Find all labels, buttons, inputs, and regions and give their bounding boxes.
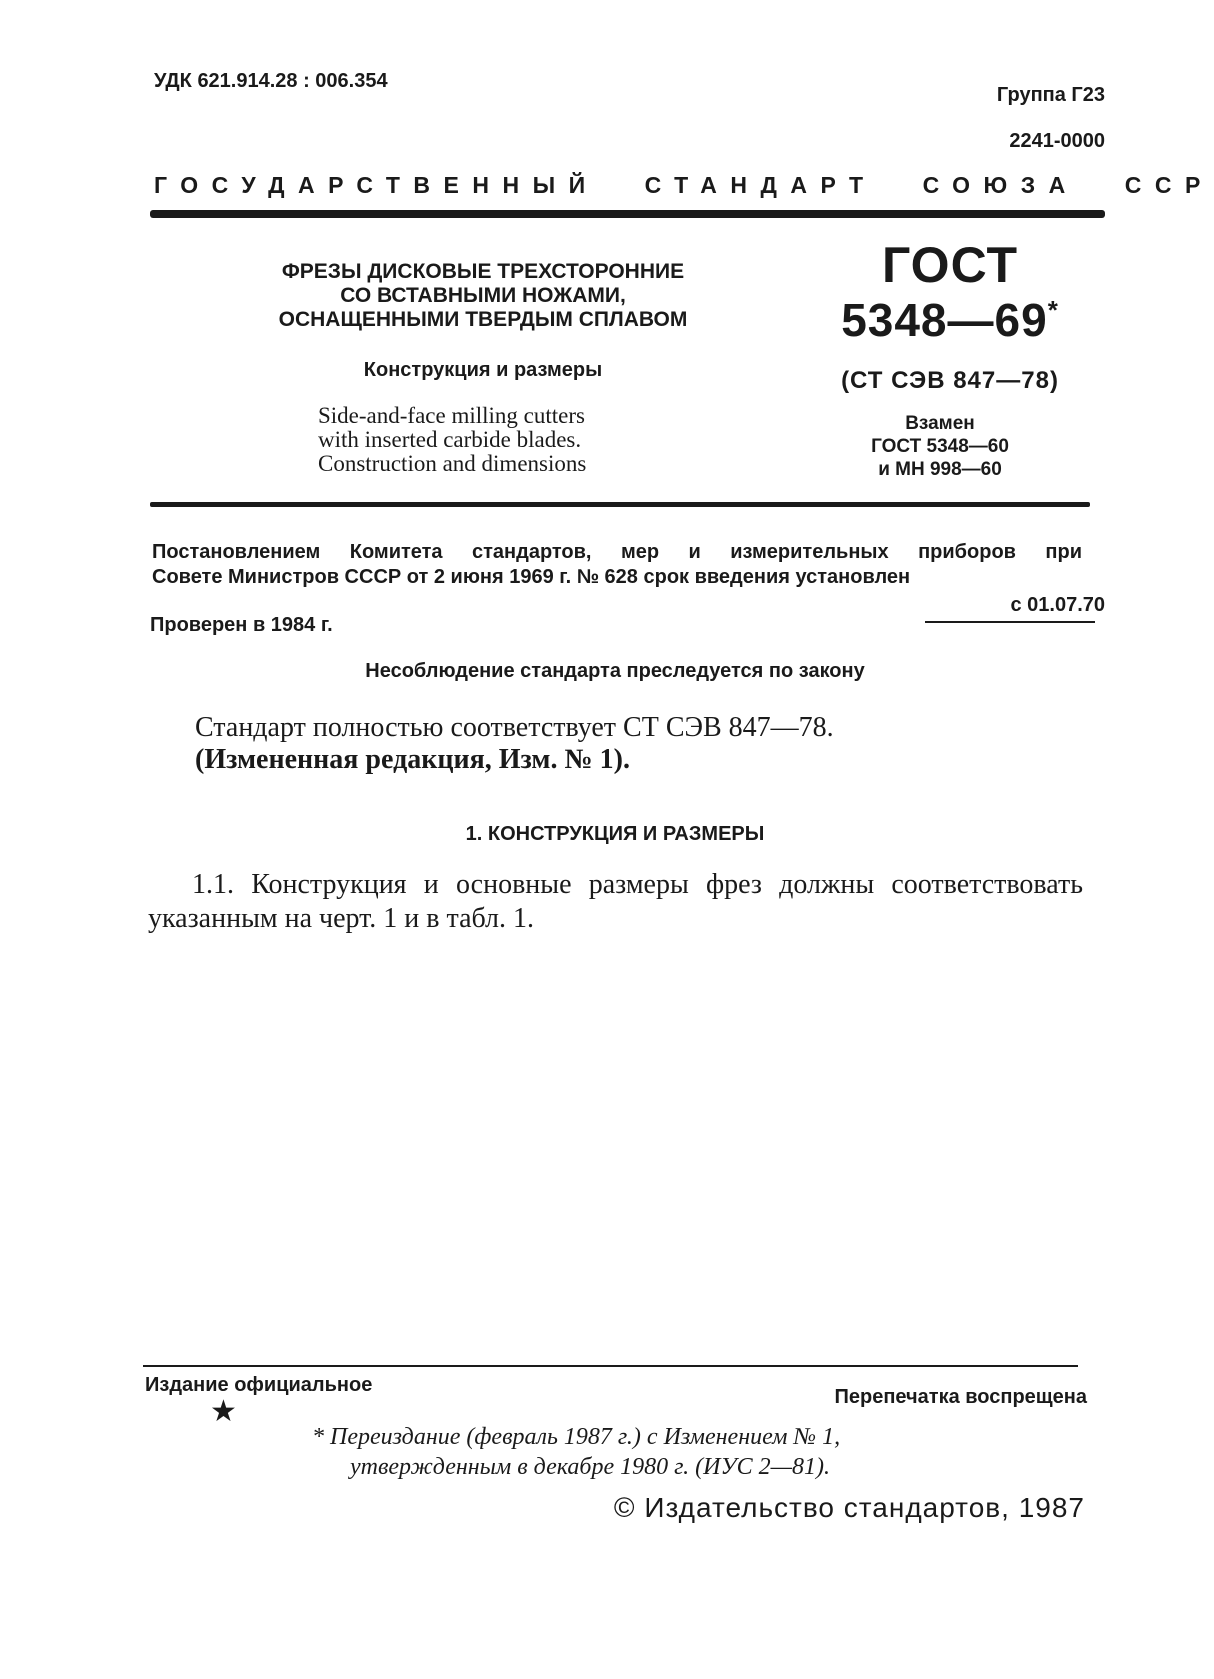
title-line-en: with inserted carbide blades.: [318, 427, 582, 452]
title-line-en: Side-and-face milling cutters: [318, 403, 585, 428]
resolution-word: и: [688, 541, 701, 563]
subtitle-ru: Конструкция и размеры: [363, 359, 603, 381]
compliance-line: Стандарт полностью соответствует СТ СЭВ 847—78.: [195, 712, 834, 743]
resolution-word: приборов: [918, 541, 1016, 563]
compliance-statement: [195, 712, 834, 776]
section-paragraph: 1.1. Конструкция и основные размеры фрез должны соответствовать указанным на черт. 1 и в табл. 1.: [148, 869, 1083, 934]
title-rule: [150, 502, 1090, 507]
replaces-line: ГОСТ 5348—60: [871, 436, 1009, 457]
footnote-line: утвержденным в декабре 1980 г. (ИУС 2—81).: [350, 1454, 830, 1480]
state-standard-heading: [154, 172, 1214, 199]
replaces-line: Взамен: [905, 413, 975, 434]
classification-code: 2241-0000: [1009, 130, 1105, 152]
state-standard-word: СОЮЗА: [922, 172, 1079, 198]
title-line: ФРЕЗЫ ДИСКОВЫЕ ТРЕХСТОРОННИЕ: [281, 260, 685, 283]
gost-number-value: 5348—69: [841, 294, 1048, 346]
replaces-block: [840, 412, 1040, 481]
reissue-footnote: [312, 1422, 840, 1482]
resolution-line-2: Совете Министров СССР от 2 июня 1969 г. № 628 срок введения установлен: [152, 566, 911, 588]
gost-label: ГОСТ: [882, 237, 1018, 293]
resolution-word: Комитета: [349, 541, 443, 563]
gost-asterisk: *: [1047, 295, 1059, 325]
legal-warning: Несоблюдение стандарта преследуется по закону: [365, 660, 865, 682]
copyright-notice: © Издательство стандартов, 1987: [613, 1492, 1085, 1523]
gost-number: [820, 293, 1080, 347]
resolution-line-1: [152, 540, 1082, 565]
resolution-word: мер: [620, 541, 660, 563]
title-line: СО ВСТАВНЫМИ НОЖАМИ,: [340, 284, 626, 307]
title-line-en: Construction and dimensions: [318, 451, 587, 476]
header-rule: [150, 210, 1105, 218]
st-sev-reference: (СТ СЭВ 847—78): [841, 367, 1059, 394]
resolution-word: Постановлением: [152, 541, 321, 563]
replaces-line: и МН 998—60: [878, 459, 1002, 480]
footer-rule: [143, 1365, 1078, 1367]
resolution-word: при: [1045, 541, 1082, 563]
compliance-revision: (Измененная редакция, Изм. № 1).: [195, 744, 630, 775]
state-standard-word: ГОСУДАРСТВЕННЫЙ: [154, 172, 599, 198]
reprint-prohibited: Перепечатка воспрещена: [834, 1386, 1087, 1408]
state-standard-word: СТАНДАРТ: [644, 172, 877, 198]
footnote-line: * Переиздание (февраль 1987 г.) с Изменением № 1,: [312, 1424, 841, 1450]
group-code: Группа Г23: [996, 84, 1105, 106]
document-title-en: [318, 404, 586, 476]
resolution-word: измерительных: [730, 541, 889, 563]
effective-date: с 01.07.70: [1010, 594, 1105, 616]
document-title-ru: [248, 260, 718, 332]
udk-code: УДК 621.914.28 : 006.354: [154, 70, 388, 92]
date-underline: [925, 621, 1095, 623]
official-edition: Издание официальное: [145, 1374, 373, 1396]
star-icon: ★: [210, 1395, 237, 1428]
resolution-text: [152, 540, 1082, 590]
section-heading: 1. КОНСТРУКЦИЯ И РАЗМЕРЫ: [465, 823, 765, 845]
state-standard-word: ССР: [1124, 172, 1214, 198]
resolution-word: стандартов,: [472, 541, 592, 563]
title-line: ОСНАЩЕННЫМИ ТВЕРДЫМ СПЛАВОМ: [278, 308, 688, 331]
checked-year: Проверен в 1984 г.: [150, 614, 333, 636]
